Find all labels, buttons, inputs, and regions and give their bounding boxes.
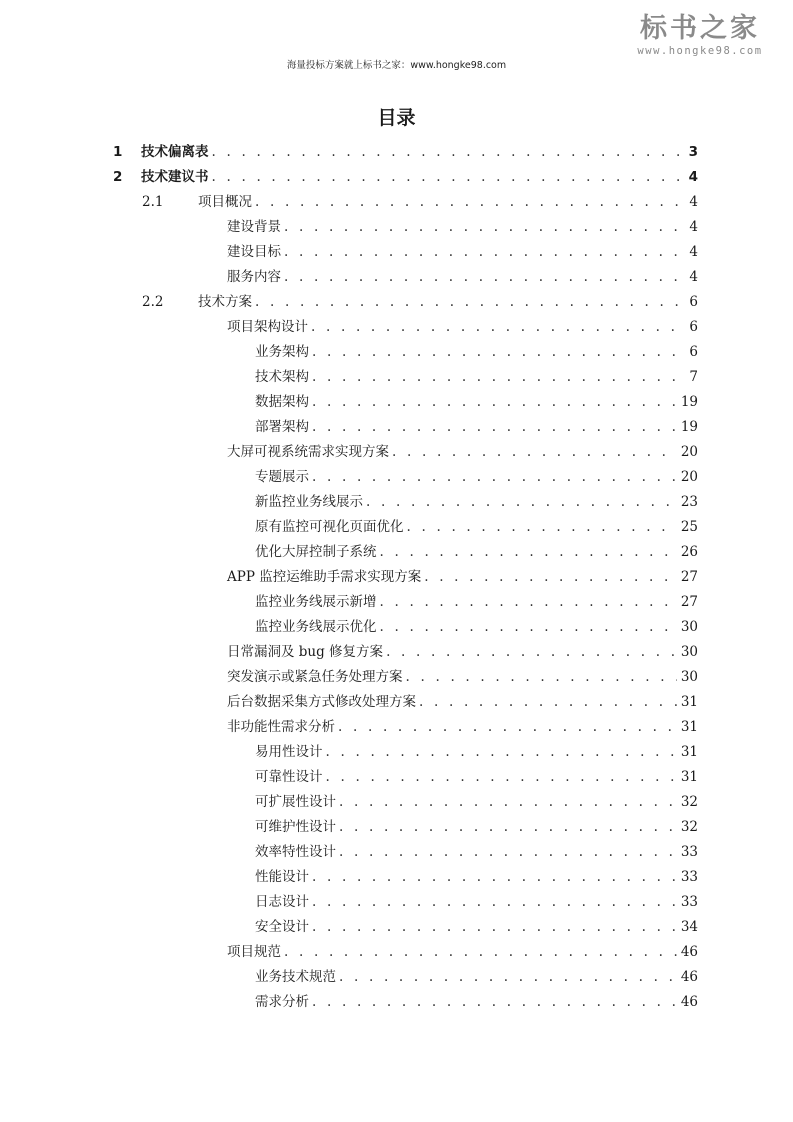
toc-entry-label: 优化大屏控制子系统 [255, 540, 380, 565]
toc-entry-page: 4 [685, 215, 698, 240]
toc-entry-label: 专题展示 [255, 465, 312, 490]
toc-leader-dots [339, 840, 698, 865]
toc-leader-dots [339, 965, 698, 990]
toc-entry[interactable] [0, 215, 793, 240]
toc-entry[interactable] [0, 940, 793, 965]
toc-entry[interactable] [0, 465, 793, 490]
toc-leader-dots [339, 790, 698, 815]
toc-leader-dots [380, 540, 699, 565]
toc-entry-label: 服务内容 [227, 265, 284, 290]
toc-entry-label: 原有监控可视化页面优化 [255, 515, 407, 540]
toc-entry[interactable] [0, 990, 793, 1015]
toc-entry-label: 技术架构 [255, 365, 312, 390]
toc-entry-page: 19 [677, 390, 698, 415]
toc-entry-page: 46 [677, 990, 698, 1015]
toc-entry-page: 33 [677, 890, 698, 915]
toc-entry-label: 建设背景 [227, 215, 284, 240]
toc-entry-label: 效率特性设计 [255, 840, 339, 865]
toc-entry[interactable] [0, 265, 793, 290]
toc-entry[interactable] [0, 965, 793, 990]
toc-entry-page: 46 [677, 940, 698, 965]
toc-entry-page: 32 [677, 790, 698, 815]
toc-leader-dots [326, 740, 699, 765]
toc-entry[interactable] [0, 890, 793, 915]
toc-entry[interactable] [0, 190, 793, 215]
toc-leader-dots [406, 665, 699, 690]
toc-leader-dots [380, 615, 699, 640]
toc-entry[interactable] [0, 715, 793, 740]
toc-entry-label: 安全设计 [255, 915, 312, 940]
toc-entry[interactable] [0, 140, 793, 165]
toc-entry-page: 46 [677, 965, 698, 990]
page-header-text: 海量投标方案就上标书之家：www.hongke98.com [286, 60, 507, 71]
toc-entry-label: 非功能性需求分析 [227, 715, 338, 740]
toc-entry-label: 项目架构设计 [227, 315, 311, 340]
toc-entry-page: 31 [677, 715, 698, 740]
toc-entry-label: 建设目标 [227, 240, 284, 265]
logo-title: 标书之家 [640, 13, 760, 44]
toc-leader-dots [255, 290, 698, 315]
toc-entry-label: 监控业务线展示优化 [255, 615, 380, 640]
toc-entry-label: 后台数据采集方式修改处理方案 [227, 690, 419, 715]
toc-entry-label: 业务架构 [255, 340, 312, 365]
toc-entry[interactable] [0, 165, 793, 190]
toc-entry[interactable] [0, 865, 793, 890]
toc-entry-label: 数据架构 [255, 390, 312, 415]
toc-entry[interactable] [0, 415, 793, 440]
toc-entry-label: 技术偏离表 [141, 140, 212, 165]
toc-leader-dots [212, 140, 699, 165]
toc-leader-dots [338, 715, 698, 740]
toc-entry-number: 2.2 [142, 294, 164, 310]
toc-entry-label: 需求分析 [255, 990, 312, 1015]
toc-entry-page: 19 [677, 415, 698, 440]
toc-entry[interactable] [0, 615, 793, 640]
toc-entry-page: 3 [685, 140, 698, 165]
toc-entry-page: 31 [677, 765, 698, 790]
toc-leader-dots [312, 890, 698, 915]
toc-leader-dots [386, 640, 698, 665]
toc-entry-page: 4 [685, 265, 698, 290]
toc-entry-page: 20 [677, 440, 698, 465]
toc-leader-dots [284, 940, 698, 965]
toc-entry[interactable] [0, 690, 793, 715]
toc-leader-dots [312, 365, 698, 390]
toc-entry-page: 34 [677, 915, 698, 940]
toc-entry-page: 4 [685, 190, 698, 215]
toc-leader-dots [212, 165, 699, 190]
toc-leader-dots [312, 390, 698, 415]
toc-leader-dots [312, 415, 698, 440]
toc-entry[interactable] [0, 365, 793, 390]
toc-entry-page: 30 [677, 665, 698, 690]
toc-entry-label: 部署架构 [255, 415, 312, 440]
toc-entry[interactable] [0, 740, 793, 765]
toc-leader-dots [424, 565, 698, 590]
toc-title: 目录 [377, 107, 416, 129]
toc-leader-dots [366, 490, 698, 515]
toc-entry-label: 大屏可视系统需求实现方案 [227, 440, 392, 465]
toc-entry-page: 23 [677, 490, 698, 515]
toc-entry-page: 31 [677, 690, 698, 715]
toc-entry[interactable] [0, 515, 793, 540]
toc-entry[interactable] [0, 640, 793, 665]
toc-leader-dots [312, 990, 698, 1015]
toc-leader-dots [419, 690, 698, 715]
toc-entry-page: 4 [685, 240, 698, 265]
toc-leader-dots [326, 765, 699, 790]
toc-entry-label: 项目概况 [198, 190, 255, 215]
toc-leader-dots [312, 465, 698, 490]
toc-leader-dots [255, 190, 698, 215]
toc-leader-dots [312, 865, 698, 890]
toc-entry-label: 可维护性设计 [255, 815, 339, 840]
toc-leader-dots [284, 240, 698, 265]
toc-leader-dots [284, 215, 698, 240]
toc-entry[interactable] [0, 490, 793, 515]
toc-leader-dots [311, 315, 698, 340]
toc-entry[interactable] [0, 815, 793, 840]
toc-entry-label: 性能设计 [255, 865, 312, 890]
toc-leader-dots [407, 515, 699, 540]
toc-entry[interactable] [0, 765, 793, 790]
toc-leader-dots [312, 340, 698, 365]
toc-entry[interactable] [0, 840, 793, 865]
brand-logo [629, 14, 771, 57]
toc-entry-page: 27 [677, 565, 698, 590]
toc-entry[interactable] [0, 240, 793, 265]
toc-entry-label: 可扩展性设计 [255, 790, 339, 815]
toc-entry-page: 20 [677, 465, 698, 490]
toc-entry-page: 7 [685, 365, 698, 390]
toc-entry-label: 易用性设计 [255, 740, 326, 765]
toc-entry-label: 新监控业务线展示 [255, 490, 366, 515]
toc-entry[interactable] [0, 340, 793, 365]
toc-leader-dots [284, 265, 698, 290]
toc-leader-dots [392, 440, 698, 465]
toc-entry-label: 技术建议书 [141, 165, 212, 190]
toc-entry-label: 项目规范 [227, 940, 284, 965]
toc-leader-dots [380, 590, 699, 615]
toc-entry-page: 4 [685, 165, 698, 190]
toc-entry-label: 可靠性设计 [255, 765, 326, 790]
logo-url: www.hongke98.com [637, 45, 763, 57]
toc-entry[interactable] [0, 390, 793, 415]
toc-entry[interactable] [0, 565, 793, 590]
toc-entry-number: 2.1 [142, 194, 164, 210]
toc-leader-dots [312, 915, 698, 940]
toc-entry-page: 25 [677, 515, 698, 540]
toc-entry[interactable] [0, 290, 793, 315]
toc-entry-page: 30 [677, 640, 698, 665]
toc-entry-page: 31 [677, 740, 698, 765]
toc-entry[interactable] [0, 665, 793, 690]
toc-entry-number: 1 [113, 144, 123, 160]
toc-entry-label: 业务技术规范 [255, 965, 339, 990]
toc-entry-page: 6 [685, 315, 698, 340]
toc-entry-page: 26 [677, 540, 698, 565]
toc-entry-label: 日常漏洞及 bug 修复方案 [227, 640, 386, 665]
toc-entry-page: 32 [677, 815, 698, 840]
toc-entry-label: 突发演示或紧急任务处理方案 [227, 665, 406, 690]
toc-leader-dots [339, 815, 698, 840]
toc-entry[interactable] [0, 315, 793, 340]
toc-entry-page: 30 [677, 615, 698, 640]
toc-entry-label: APP 监控运维助手需求实现方案 [227, 565, 424, 590]
toc-entry[interactable] [0, 540, 793, 565]
toc-entry-label: 技术方案 [198, 290, 255, 315]
toc-entry-label: 监控业务线展示新增 [255, 590, 380, 615]
toc-entry[interactable] [0, 440, 793, 465]
toc-entry-page: 6 [685, 340, 698, 365]
toc-entry-page: 6 [685, 290, 698, 315]
toc-entry[interactable] [0, 915, 793, 940]
toc-entry-page: 27 [677, 590, 698, 615]
toc-entry-page: 33 [677, 840, 698, 865]
toc-entry-label: 日志设计 [255, 890, 312, 915]
toc-entry[interactable] [0, 590, 793, 615]
toc-entry[interactable] [0, 790, 793, 815]
toc-entry-page: 33 [677, 865, 698, 890]
toc-entry-number: 2 [113, 169, 123, 185]
